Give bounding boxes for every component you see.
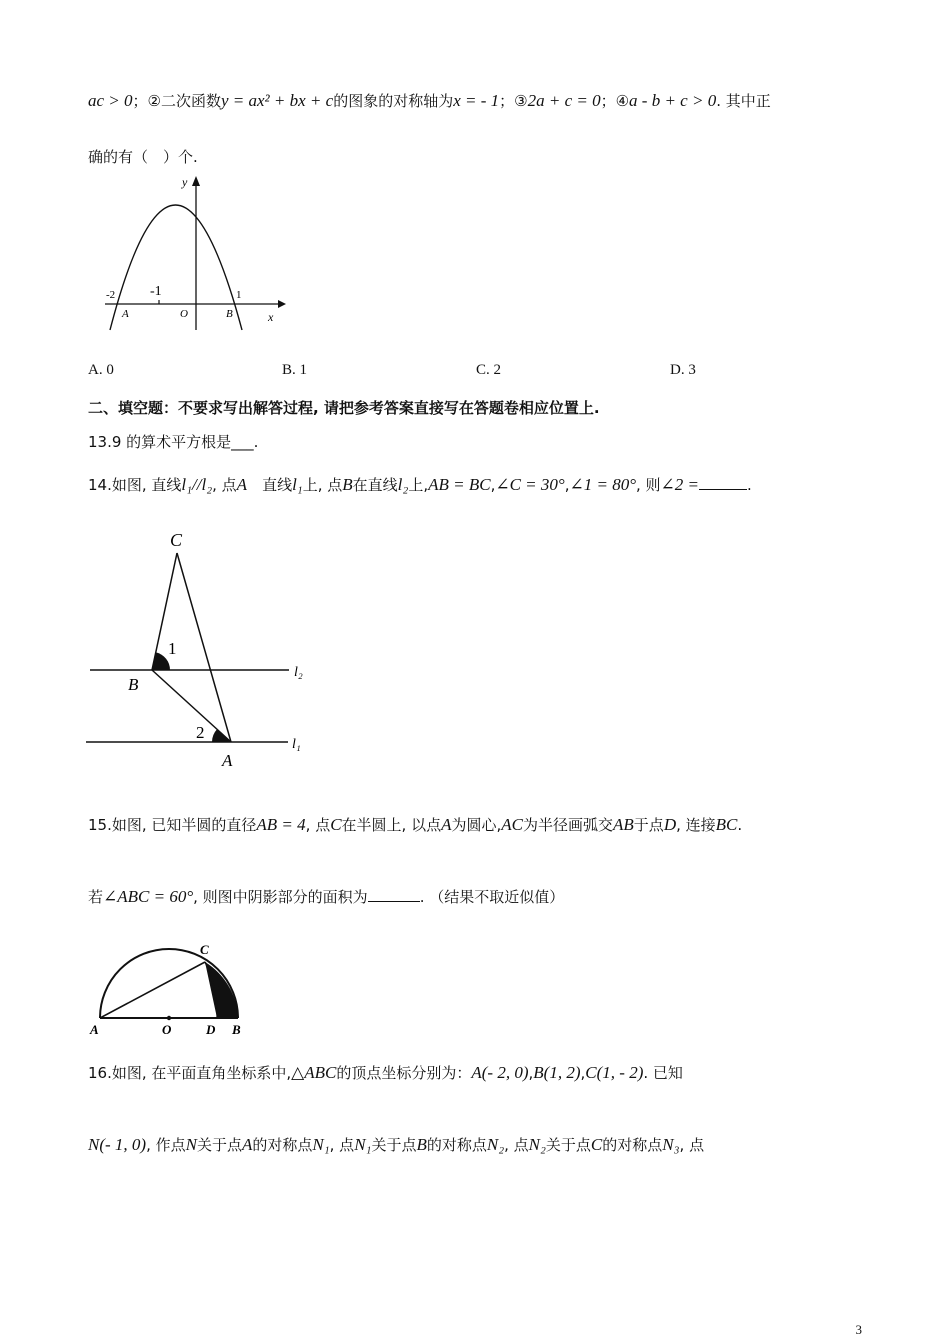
q14-math: ∠1 = 80° (569, 475, 636, 494)
q16-math: N (185, 1135, 197, 1154)
q16-line2 (88, 1134, 704, 1155)
q14-text: 14.如图, 直线 (88, 476, 182, 494)
q14-text: , (490, 476, 496, 494)
segment-ac (100, 962, 205, 1018)
q16-math: C (590, 1135, 603, 1154)
q12-text: 的图象的对称轴为 (333, 92, 454, 110)
label-1: 1 (236, 289, 242, 301)
q15-math: A (441, 815, 452, 834)
q14-text: 直线 (247, 476, 293, 494)
label-d: D (206, 1022, 216, 1037)
q12-func: y = ax² + bx + c (220, 91, 334, 110)
q14-text: . (747, 476, 752, 494)
parabola-curve (110, 205, 242, 330)
option-b: B. 1 (282, 362, 308, 378)
label-l2: l₂ (294, 665, 303, 680)
q16-text: , 作点 (146, 1136, 186, 1154)
label-a: A (222, 751, 233, 770)
q15-math: D (663, 815, 677, 834)
q15-text: 于点 (633, 816, 664, 834)
label-y: y (182, 175, 188, 189)
q16-text: , (528, 1064, 534, 1082)
q15-text: 在半圆上, 以点 (341, 816, 442, 834)
option-a: A. 0 (88, 362, 114, 378)
q16-math: C(1, - 2) (585, 1063, 644, 1082)
section-heading: 二、填空题：不要求写出解答过程, 请把参考答案直接写在答题卷相应位置上. (88, 399, 600, 417)
parabola-figure (100, 172, 290, 332)
option-d: D. 3 (670, 362, 696, 378)
q16-text: . 已知 (643, 1064, 683, 1082)
q16-text: 的对称点 (252, 1136, 313, 1154)
q14-math: A (236, 475, 248, 494)
q15-text: 为半径画弧交 (523, 816, 614, 834)
q14-math: ∠2 = (660, 475, 700, 494)
q15-math: ∠ABC = 60° (103, 887, 194, 906)
q15-line1 (88, 814, 742, 835)
q14-math: B (342, 475, 353, 494)
q14-text: 上, 点 (302, 476, 343, 494)
q15-text: , 点 (305, 816, 331, 834)
q12-line1 (88, 90, 771, 111)
y-axis-arrow (192, 176, 200, 186)
q14-text: , (564, 476, 570, 494)
q13-text: 13.9 的算术平方根是___. (88, 433, 259, 451)
q15-math: AC (501, 815, 523, 834)
q16-text: , (580, 1064, 586, 1082)
q15-line2 (88, 886, 564, 907)
q14-math: l₂ (397, 475, 409, 494)
q16-text: 的对称点 (426, 1136, 487, 1154)
label-1: 1 (168, 639, 177, 658)
q15-text: , 则图中阴影部分的面积为 (193, 888, 368, 906)
q14-math: l₁ (292, 475, 303, 494)
q12-cond1: ac > 0 (88, 91, 133, 110)
q16-text: 关于点 (371, 1136, 417, 1154)
q16-math: △ABC (291, 1063, 337, 1082)
q12-axis: x = - 1 (453, 91, 500, 110)
q16-math: B (416, 1135, 427, 1154)
q16-math: N₁ (354, 1135, 372, 1154)
q15-math: C (330, 815, 342, 834)
q16-text: 16.如图, 在平面直角坐标系中, (88, 1064, 292, 1082)
q14-text: , 则 (636, 476, 661, 494)
q16-text: 的对称点 (602, 1136, 663, 1154)
label-b: B (128, 675, 139, 694)
q14-text: 上, (408, 476, 429, 494)
q14-text: , 点 (212, 476, 237, 494)
q12-cond3: 2a + c = 0 (527, 91, 601, 110)
q16-math: B(1, 2) (533, 1063, 581, 1082)
q14-math: ∠C = 30° (495, 475, 565, 494)
q12-line2: 确的有（ ）个. (88, 148, 198, 166)
label-2: 2 (196, 723, 205, 742)
q12-text: ；④ (600, 92, 630, 110)
page-number: 3 (855, 1322, 862, 1337)
label-neg1: -1 (150, 284, 162, 299)
q16-text: , 点 (329, 1136, 355, 1154)
answer-blank[interactable] (699, 475, 747, 490)
q16-math: N₂ (528, 1135, 546, 1154)
q16-math: N₃ (662, 1135, 680, 1154)
label-o: O (162, 1022, 172, 1037)
q16-text: , 点 (679, 1136, 705, 1154)
q15-text: 为圆心, (451, 816, 502, 834)
center-o (167, 1016, 171, 1020)
q15-text: , 连接 (676, 816, 716, 834)
q16-math: N(- 1, 0) (88, 1135, 147, 1154)
answer-blank[interactable] (368, 887, 420, 902)
label-a: A (90, 1022, 99, 1037)
label-x: x (268, 310, 274, 324)
q15-text: . (737, 816, 743, 834)
label-origin: O (180, 308, 188, 320)
q16-text: 关于点 (545, 1136, 591, 1154)
label-point-a: A (122, 308, 129, 320)
q16-text: 的顶点坐标分别为： (336, 1064, 472, 1082)
q15-math: BC (715, 815, 738, 834)
q15-math: AB = 4 (256, 815, 306, 834)
q12-cond4: a - b + c > 0 (629, 91, 717, 110)
label-c: C (200, 942, 209, 957)
q16-text: , 点 (504, 1136, 529, 1154)
q15-figure (86, 936, 256, 1040)
label-b: B (232, 1022, 241, 1037)
q16-line1 (88, 1062, 683, 1083)
x-axis-arrow (278, 300, 286, 308)
q14-line (88, 474, 752, 495)
q16-math: N₁ (312, 1135, 330, 1154)
q16-math: N₂ (486, 1135, 505, 1154)
q14-math: AB = BC (428, 475, 491, 494)
q16-math: A (241, 1135, 253, 1154)
q16-text: 关于点 (196, 1136, 242, 1154)
label-neg2: -2 (106, 289, 116, 301)
q12-text: . 其中正 (716, 92, 771, 110)
q14-text: 在直线 (352, 476, 398, 494)
q14-figure (82, 528, 322, 773)
q16-math: A(- 2, 0) (471, 1063, 529, 1082)
label-point-b: B (226, 308, 233, 320)
label-c: C (170, 530, 183, 550)
q15-text: 若 (88, 888, 104, 906)
option-c: C. 2 (476, 362, 502, 378)
label-l1: l₁ (292, 737, 301, 752)
q15-text: 15.如图, 已知半圆的直径 (88, 816, 257, 834)
q15-text: . （结果不取近似值） (419, 888, 565, 906)
q14-math: l₁//l₂ (181, 475, 213, 494)
q12-text: ；③ (499, 92, 528, 110)
q15-math: AB (613, 815, 634, 834)
q12-text: ；②二次函数 (132, 92, 221, 110)
segment-ca (177, 553, 231, 742)
